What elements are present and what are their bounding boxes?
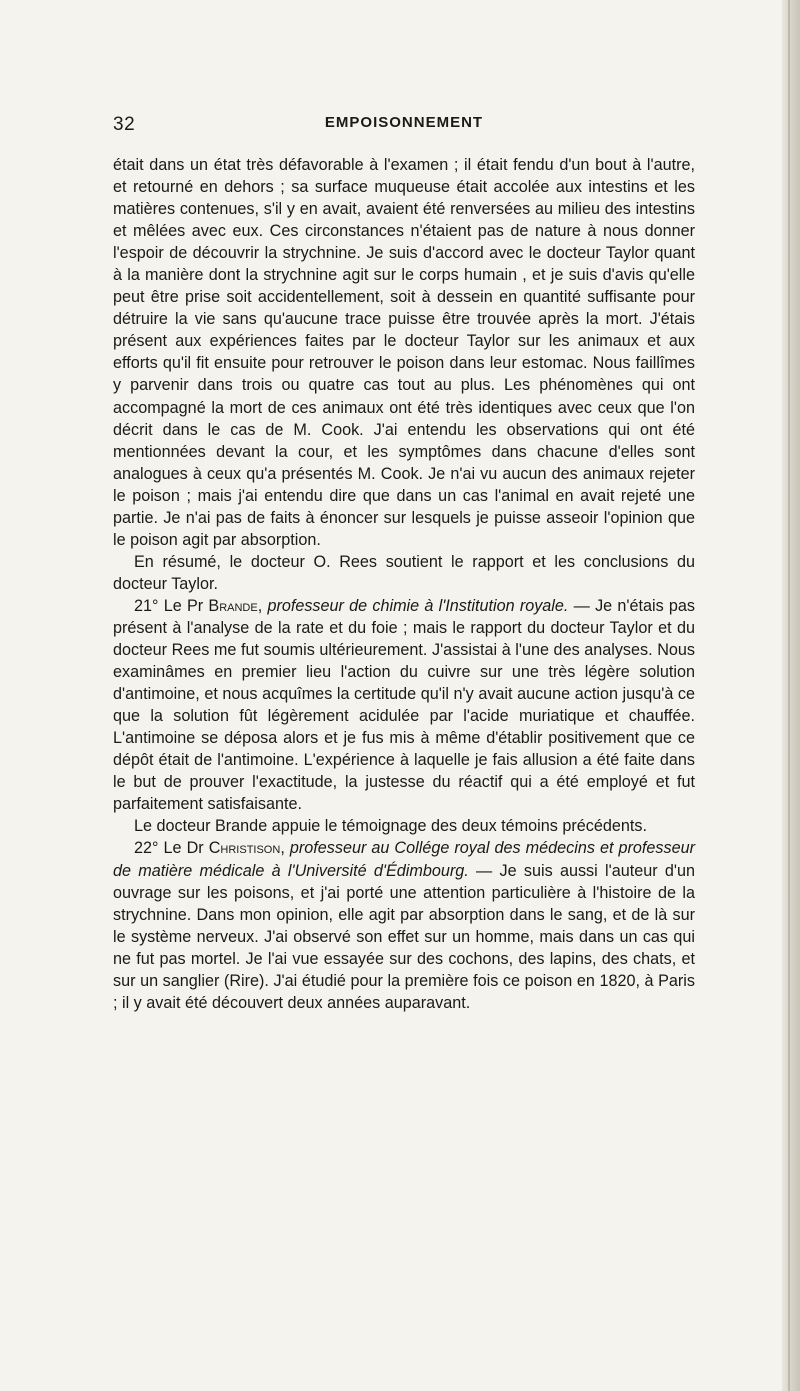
- witness-title: Le Dr: [163, 839, 204, 858]
- witness-number: 21°: [134, 596, 159, 615]
- paragraph-summary-rees: En résumé, le docteur O. Rees soutient le rapport et les conclusions du docteur Taylor.: [113, 552, 695, 593]
- paragraph-continuation: était dans un état très défavorable à l'examen ; il était fendu d'un bout à l'autre, et retourné en dehors ; sa surface muqueuse était accolée aux intestins et les matières contenues, s'il y en avait, avaient été renversées au milieu des intestins et mêlées avec eux. Ces circonstances n'étaient pas de nature à nous donner l'espoir de découvrir la strychnine. Je suis d'accord avec le docteur Taylor quant à la manière dont la strychnine agit sur le corps humain , et je suis d'avis qu'elle peut être prise soit accidentellement, soit à dessein en quantité suffisante pour détruire la vie sans qu'aucune trace puisse être trouvée après la mort. J'étais présent aux expériences faites par le docteur Taylor sur les animaux et aux efforts qu'il fit ensuite pour retrouver le poison dans leur estomac. Nous faillîmes y parvenir dans trois ou quatre cas tout au plus. Les phénomènes qui ont accompagné la mort de ces animaux ont été très identiques avec ceux que l'on décrit dans le cas de M. Cook. J'ai entendu les observations qui ont été mentionnées devant la cour, et les symptômes dans chacune d'elles sont analogues à ceux qu'a présentés M. Cook. Je n'ai vu aucun des animaux rejeter le poison ; mais j'ai entendu dire que dans un cas l'animal en avait rejeté une partie. Je n'ai pas de faits à énoncer sur lesquels je puisse asseoir l'opinion que le poison agit par absorption.: [113, 156, 695, 549]
- body-text: [113, 154, 695, 1014]
- paragraph-summary-brande: Le docteur Brande appuie le témoignage des deux témoins précédents.: [134, 817, 647, 836]
- witness-title: Le Pr: [163, 596, 204, 615]
- witness-testimony: — Je suis aussi l'auteur d'un ouvrage sur les poisons, et j'ai porté une attention particulière à l'histoire de la strychnine. Dans mon opinion, elle agit par absorption dans le sang, et de là sur le système nerveux. J'ai observé son effet sur un homme, mais dans un cas qui ne fut pas mortel. Je l'ai vue essayée sur des cochons, des lapins, des chats, et sur un sanglier (Rire). J'ai étudié pour la première fois ce poison en 1820, à Paris ; il y avait été découvert deux années auparavant.: [113, 861, 696, 1012]
- witness-name: Brande: [208, 596, 258, 615]
- paragraph-brande: 21° Le Pr Brande, professeur de chimie à l'Institution royale. — Je n'étais pas présent à l'analyse de la rate et du foie ; mais le rapport du docteur Taylor et du docteur Rees me fut soumis ultérieurement. J'assistai à l'une des analyses. Nous examinâmes en premier lieu l'action du cuivre sur une très légère solution d'antimoine, et nous acquîmes la certitude qu'il n'y avait aucune action jusqu'à ce que la solution fût légèrement acidulée par l'acide muriatique et chauffée. L'antimoine se déposa alors et je fus mis à même d'établir positivement que ce dépôt était de l'antimoine. L'expérience à laquelle je fais allusion a été faite dans le but de prouver l'exactitude, la justesse du réactif qui a été employé et fut parfaitement satisfaisante.: [113, 596, 696, 814]
- page-header: [113, 114, 695, 138]
- witness-role: professeur de chimie à l'Institution royale.: [267, 596, 569, 615]
- running-title: EMPOISONNEMENT: [324, 114, 484, 131]
- witness-name: Christison: [208, 839, 281, 858]
- page-number: 32: [113, 114, 136, 135]
- witness-role: professeur au Collége royal des médecins et professeur de matière médicale à l'Université d'Édimbourg.: [113, 839, 695, 880]
- page-edge: [782, 0, 800, 1391]
- paragraph-christison: 22° Le Dr Christison, professeur au Collége royal des médecins et professeur de matière médicale à l'Université d'Édimbourg. — Je suis aussi l'auteur d'un ouvrage sur les poisons, et j'ai porté une attention particulière à l'histoire de la strychnine. Dans mon opinion, elle agit par absorption dans le sang, et de là sur le système nerveux. J'ai observé son effet sur un homme, mais dans un cas qui ne fut pas mortel. Je l'ai vue essayée sur des cochons, des lapins, des chats, et sur un sanglier (Rire). J'ai étudié pour la première fois ce poison en 1820, à Paris ; il y avait été découvert deux années auparavant.: [113, 839, 696, 1012]
- witness-number: 22°: [134, 839, 159, 858]
- witness-testimony: — Je n'étais pas présent à l'analyse de la rate et du foie ; mais le rapport du docteur Taylor et du docteur Rees me fut soumis ultérieurement. J'assistai à l'une des analyses. Nous examinâmes en premier lieu l'action du cuivre sur une très légère solution d'antimoine, et nous acquîmes la certitude qu'il n'y avait aucune action jusqu'à ce que la solution fût légèrement acidulée par l'acide muriatique et chauffée. L'antimoine se déposa alors et je fus mis à même d'établir positivement que ce dépôt était de l'antimoine. L'expérience à laquelle je fais allusion a été faite dans le but de prouver l'exactitude, la justesse du réactif qui a été employé et fut parfaitement satisfaisante.: [113, 596, 696, 814]
- binding-shadow: [788, 0, 790, 1391]
